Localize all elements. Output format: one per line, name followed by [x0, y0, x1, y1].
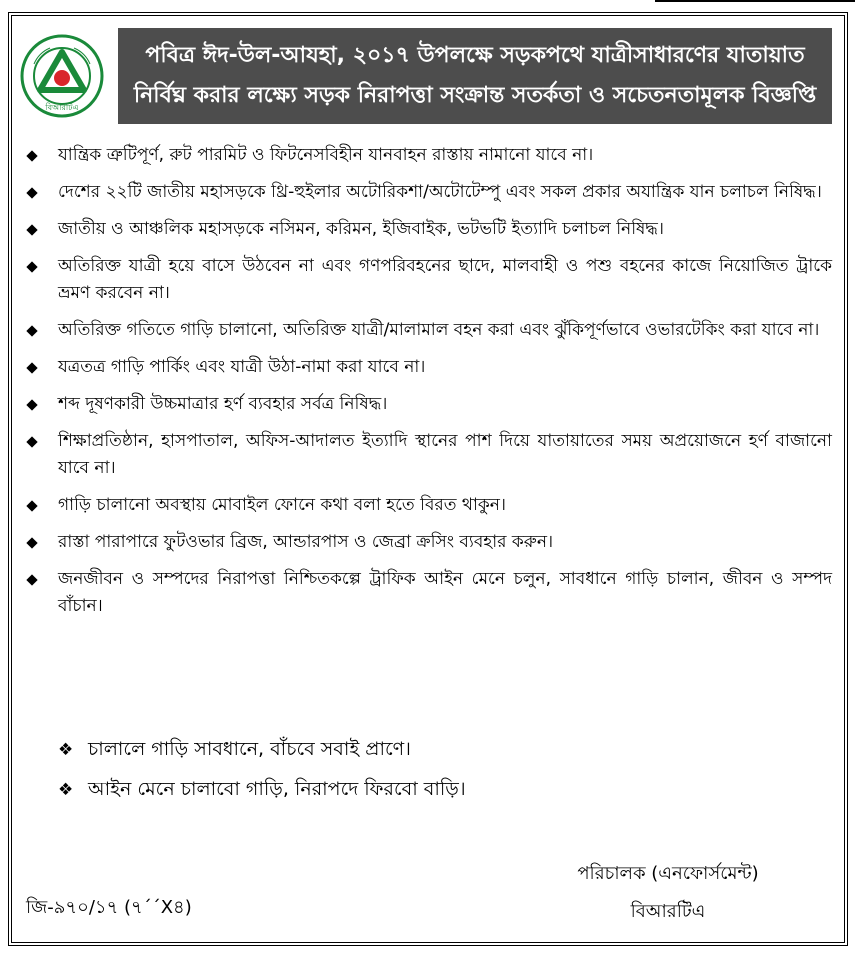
list-item: [22, 529, 832, 556]
diamond-bullet-icon: [26, 362, 37, 373]
slogan-text: আইন মেনে চালাবো গাড়ি, নিরাপদে ফিরবো বাড়ি।: [88, 778, 466, 800]
diamond-bullet-icon: [26, 224, 37, 235]
title-line-1: পবিত্র ঈদ-উল-আযহা, ২০১৭ উপলক্ষে সড়কপথে যাত্রীসাধারণের যাতায়াত: [145, 43, 805, 68]
list-item: [22, 566, 832, 620]
list-item-text: রাস্তা পারাপারে ফুটওভার ব্রিজ, আন্ডারপাস ও জেব্রা ক্রসিং ব্যবহার করুন।: [58, 532, 554, 552]
slogans: [58, 734, 758, 814]
list-item: [22, 179, 832, 206]
list-item: [22, 391, 832, 418]
list-item-text: জাতীয় ও আঞ্চলিক মহাসড়কে নসিমন, করিমন, ইজিবাইক, ভটভটি ইত্যাদি চলাচল নিষিদ্ধ।: [58, 219, 664, 239]
diamond-bullet-icon: [26, 261, 37, 272]
diamond-bullet-icon: [26, 325, 37, 336]
brta-logo-icon: [20, 34, 104, 118]
signatory-org: বিআরটিএ: [630, 901, 706, 922]
diamond-bullet-icon: [26, 187, 37, 198]
list-item: [22, 354, 832, 381]
list-item-text: জনজীবন ও সম্পদের নিরাপত্তা নিশ্চিতকল্পে ট্রাফিক আইন মেনে চলুন, সাবধানে গাড়ি চালান, জীবন ও সম্পদ বাঁচান।: [58, 569, 832, 616]
list-item: [22, 492, 832, 519]
four-diamond-icon: ❖: [58, 740, 74, 760]
notice-title: [118, 28, 832, 124]
list-item-text: শব্দ দূষণকারী উচ্চমাত্রার হর্ণ ব্যবহার সর্বত্র নিষিদ্ধ।: [58, 394, 388, 414]
list-item: [22, 428, 832, 482]
list-item-text: দেশের ২২টি জাতীয় মহাসড়কে থ্রি-হুইলার অটোরিকশা/অটোটেম্পু এবং সকল প্রকার অযান্ত্রিক যান চলাচল নিষিদ্ধ।: [58, 182, 822, 202]
diamond-bullet-icon: [26, 537, 37, 548]
list-item-text: যত্রতত্র গাড়ি পার্কিং এবং যাত্রী উঠা-নামা করা যাবে না।: [58, 357, 426, 377]
title-line-2: নির্বিঘ্ন করার লক্ষ্যে সড়ক নিরাপত্তা সংক্রান্ত সতর্কতা ও সচেতনতামূলক বিজ্ঞপ্তি: [133, 83, 817, 108]
signatory-title: পরিচালক (এনফোর্সমেন্ট): [577, 863, 759, 884]
rules-list: [22, 142, 832, 630]
list-item: [22, 216, 832, 243]
list-item: [22, 142, 832, 169]
list-item-text: অতিরিক্ত গতিতে গাড়ি চালানো, অতিরিক্ত যাত্রী/মালামাল বহন করা এবং ঝুঁকিপূর্ণভাবে ওভারটেকিং করা যাবে না।: [58, 320, 820, 340]
list-item-text: শিক্ষাপ্রতিষ্ঠান, হাসপাতাল, অফিস-আদালত ইত্যাদি স্থানের পাশ দিয়ে যাতায়াতের সময় অপ্রয়োজনে হর্ণ বাজানো যাবে না।: [58, 431, 832, 478]
list-item-text: যান্ত্রিক ত্রুটিপূর্ণ, রুট পারমিট ও ফিটনেসবিহীন যানবাহন রাস্তায় নামানো যাবে না।: [58, 145, 594, 165]
logo-text: বিআরটিএ: [45, 103, 79, 112]
four-diamond-icon: ❖: [58, 780, 74, 800]
slogan-item: [58, 774, 758, 804]
diamond-bullet-icon: [26, 500, 37, 511]
list-item-text: অতিরিক্ত যাত্রী হয়ে বাসে উঠবেন না এবং গণপরিবহনের ছাদে, মালবাহী ও পশু বহনের কাজে নিয়োজিত ট্রাকে ভ্রমণ করবেন না।: [58, 256, 832, 303]
diamond-bullet-icon: [26, 150, 37, 161]
reference-number: জি-৯৭০/১৭ (৭´´X৪): [26, 897, 192, 918]
signature-block: [548, 855, 788, 931]
slogan-item: [58, 734, 758, 764]
list-item-text: গাড়ি চালানো অবস্থায় মোবাইল ফোনে কথা বলা হতে বিরত থাকুন।: [58, 495, 506, 515]
top-rule: [655, 0, 855, 2]
list-item: [22, 253, 832, 307]
slogan-text: চালালে গাড়ি সাবধানে, বাঁচবে সবাই প্রাণে।: [88, 738, 411, 760]
diamond-bullet-icon: [26, 574, 37, 585]
diamond-bullet-icon: [26, 399, 37, 410]
diamond-bullet-icon: [26, 436, 37, 447]
list-item: [22, 317, 832, 344]
